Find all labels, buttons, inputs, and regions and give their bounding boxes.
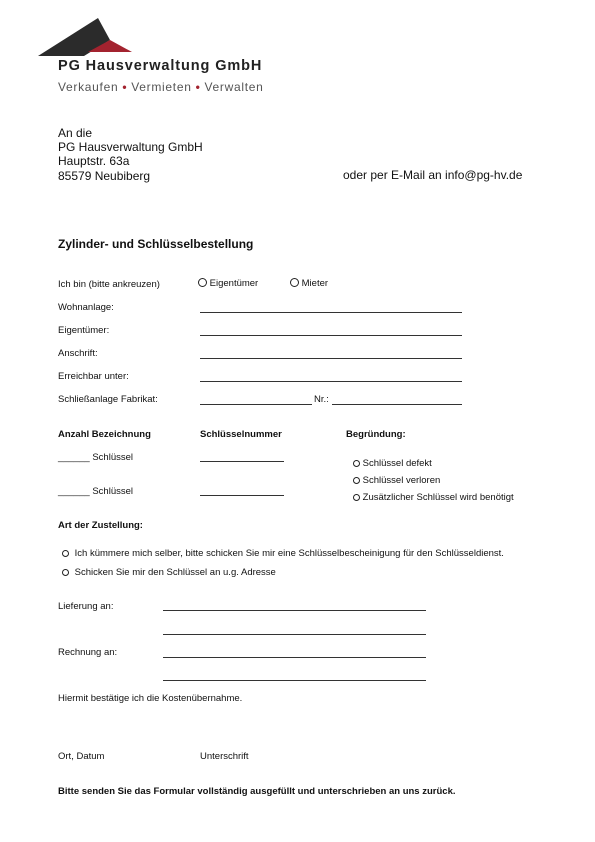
key-number-field-2[interactable]	[200, 495, 284, 496]
key-row-1	[58, 452, 133, 463]
confirm-text: Hiermit bestätige ich die Kostenübernahme.	[58, 693, 243, 704]
eigentuemer-field[interactable]	[200, 335, 462, 336]
ort-datum-label: Ort, Datum	[58, 751, 105, 762]
tagline-dot: •	[122, 80, 128, 94]
key-row-2	[58, 486, 133, 497]
fabrikat-field[interactable]	[200, 404, 312, 405]
wohnanlage-field[interactable]	[200, 312, 462, 313]
col-anzahl-header: Anzahl Bezeichnung	[58, 429, 151, 440]
reason-label: Zusätzlicher Schlüssel wird benötigt	[362, 492, 514, 503]
tagline-word: Verkaufen	[58, 80, 119, 94]
address-line: An die	[58, 126, 93, 140]
erreichbar-label: Erreichbar unter:	[58, 371, 129, 382]
owner-option[interactable]	[198, 278, 258, 289]
reason-option[interactable]	[353, 475, 440, 486]
anschrift-label: Anschrift:	[58, 348, 98, 359]
owner-radio[interactable]	[198, 278, 207, 287]
reason-label: Schlüssel defekt	[362, 458, 432, 469]
final-note: Bitte senden Sie das Formular vollständig ausgefüllt und unterschrieben an uns zurück.	[58, 786, 456, 797]
tagline-word: Verwalten	[204, 80, 264, 94]
nr-label: Nr.:	[314, 394, 329, 405]
ich-bin-label: Ich bin (bitte ankreuzen)	[58, 279, 160, 290]
lieferung-field-2[interactable]	[163, 634, 426, 635]
reason-option[interactable]	[353, 492, 514, 503]
delivery-option-self[interactable]	[62, 548, 504, 559]
delivery-option-ship[interactable]	[62, 567, 276, 578]
reason-radio[interactable]	[353, 460, 360, 467]
reason-label: Schlüssel verloren	[362, 475, 441, 486]
reason-radio[interactable]	[353, 477, 360, 484]
delivery-option-label: Ich kümmere mich selber, bitte schicken Sie mir eine Schlüsselbescheinigung für den Schlüsseldienst.	[74, 548, 504, 559]
reason-radio[interactable]	[353, 494, 360, 501]
key-row-label: Schlüssel	[92, 452, 134, 463]
eigentuemer-label: Eigentümer:	[58, 325, 110, 336]
tagline-word: Vermieten	[131, 80, 192, 94]
delivery-radio[interactable]	[62, 569, 69, 576]
form-title: Zylinder- und Schlüsselbestellung	[58, 237, 254, 251]
key-quantity-blank[interactable]: ______	[58, 452, 90, 463]
tenant-radio[interactable]	[290, 278, 299, 287]
recipient-address	[58, 126, 203, 183]
tenant-option[interactable]	[290, 278, 328, 289]
address-line: Hauptstr. 63a	[58, 154, 130, 169]
company-tagline	[58, 80, 264, 94]
rechnung-label: Rechnung an:	[58, 647, 118, 658]
key-row-label: Schlüssel	[92, 486, 134, 497]
lieferung-label: Lieferung an:	[58, 601, 114, 612]
company-name: PG Hausverwaltung GmbH	[58, 58, 263, 74]
owner-option-label: Eigentümer	[209, 278, 259, 289]
delivery-title: Art der Zustellung:	[58, 520, 143, 531]
rechnung-field-2[interactable]	[163, 680, 426, 681]
address-line: 85579 Neubiberg	[58, 168, 151, 183]
rechnung-field-1[interactable]	[163, 657, 426, 658]
nr-field[interactable]	[332, 404, 462, 405]
delivery-option-label: Schicken Sie mir den Schlüssel an u.g. Adresse	[74, 567, 276, 578]
tenant-option-label: Mieter	[301, 278, 329, 289]
key-quantity-blank[interactable]: ______	[58, 486, 90, 497]
anschrift-field[interactable]	[200, 358, 462, 359]
key-number-field-1[interactable]	[200, 461, 284, 462]
unterschrift-label: Unterschrift	[200, 751, 249, 762]
email-note: oder per E-Mail an info@pg-hv.de	[343, 168, 523, 182]
schliessanlage-label: Schließanlage Fabrikat:	[58, 394, 158, 405]
tagline-dot: •	[195, 80, 201, 94]
reason-option[interactable]	[353, 458, 432, 469]
col-nummer-header: Schlüsselnummer	[200, 429, 282, 440]
address-line: PG Hausverwaltung GmbH	[58, 140, 203, 155]
erreichbar-field[interactable]	[200, 381, 462, 382]
wohnanlage-label: Wohnanlage:	[58, 302, 114, 313]
col-begruendung-header: Begründung:	[346, 429, 406, 440]
delivery-radio[interactable]	[62, 550, 69, 557]
company-logo	[36, 16, 136, 56]
lieferung-field-1[interactable]	[163, 610, 426, 611]
